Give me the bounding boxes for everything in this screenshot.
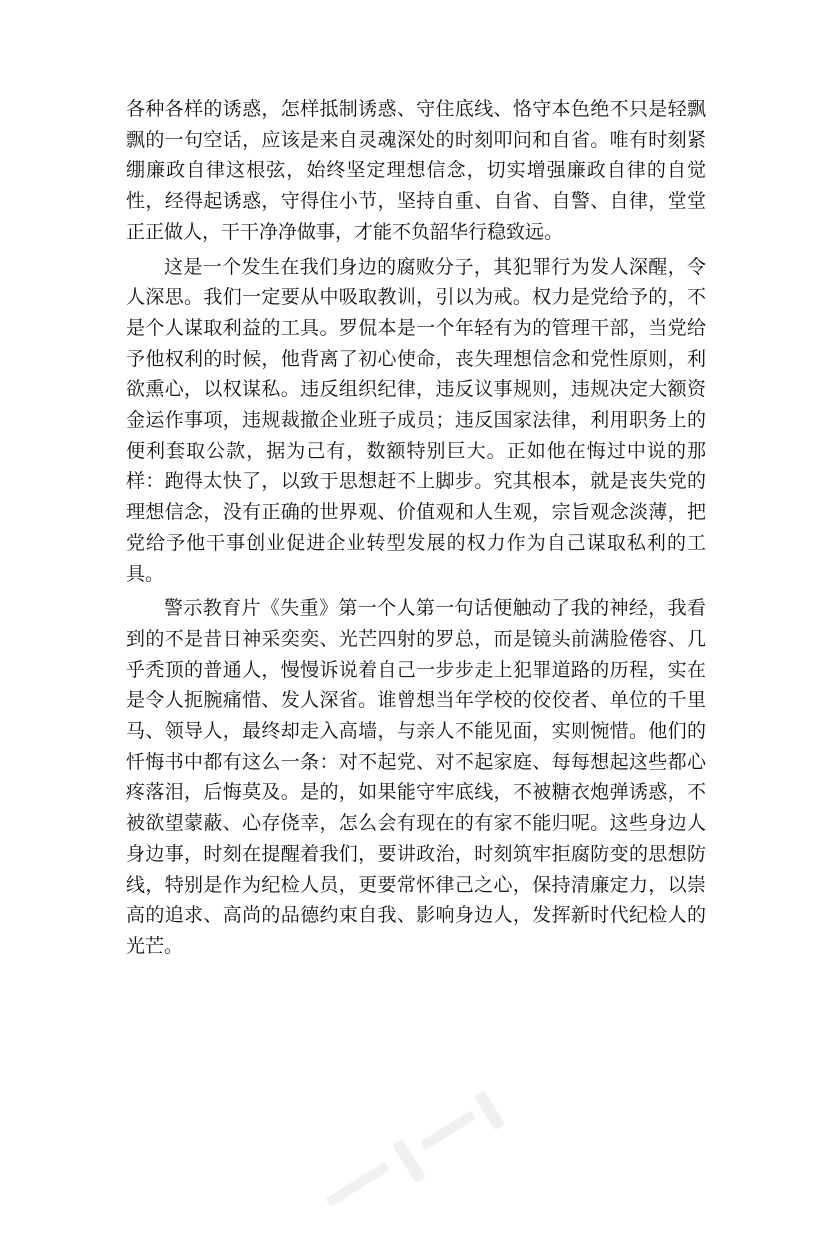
watermark-logo [306, 1065, 543, 1255]
paragraph-2: 这是一个发生在我们身边的腐败分子，其犯罪行为发人深醒，令人深思。我们一定要从中吸取教训，引以为戒。权力是党给予的，不是个人谋取利益的工具。罗侃本是一个年轻有为的管理干部，当党给予他权利的时候，他背离了初心使命，丧失理想信念和党性原则，利欲熏心，以权谋私。违反组织纪律，违反议事规则，违规决定大额资金运作事项，违规裁撤企业班子成员；违反国家法律，利用职务上的便利套取公款，据为己有，数额特别巨大。正如他在悔过中说的那样：跑得太快了，以致于思想赶不上脚步。究其根本，就是丧失党的理想信念，没有正确的世界观、价值观和人生观，宗旨观念淡薄，把党给予他干事创业促进企业转型发展的权力作为自己谋取私利的工具。 [126, 255, 706, 585]
paragraph-3: 警示教育片《失重》第一个人第一句话便触动了我的神经，我看到的不是昔日神采奕奕、光芒四射的罗总，而是镜头前满脸倦容、几乎秃顶的普通人，慢慢诉说着自己一步步走上犯罪道路的历程，实在是令人扼腕痛惜、发人深省。谁曾想当年学校的佼佼者、单位的千里马、领导人，最终却走入高墙，与亲人不能见面，实则惋惜。他们的忏悔书中都有这么一条：对不起党、对不起家庭、每每想起这些都心疼落泪，后悔莫及。是的，如果能守牢底线，不被糖衣炮弹诱惑，不被欲望蒙蔽、心存侥幸，怎么会有现在的有家不能归呢。这些身边人身边事，时刻在提醒着我们，要讲政治，时刻筑牢拒腐防变的思想防线，特别是作为纪检人员，更要常怀律己之心，保持清廉定力，以崇高的追求、高尚的品德约束自我、影响身边人，发挥新时代纪检人的光芒。 [126, 597, 706, 957]
document-body [126, 94, 706, 966]
paragraph-1: 各种各样的诱惑，怎样抵制诱惑、守住底线、恪守本色绝不只是轻飘飘的一句空话，应该是来自灵魂深处的时刻叩问和自省。唯有时刻紧绷廉政自律这根弦，始终坚定理想信念，切实增强廉政自律的自觉性，经得起诱惑，守得住小节，坚持自重、自省、自警、自律，堂堂正正做人，干干净净做事，才能不负韶华行稳致远。 [126, 98, 706, 243]
